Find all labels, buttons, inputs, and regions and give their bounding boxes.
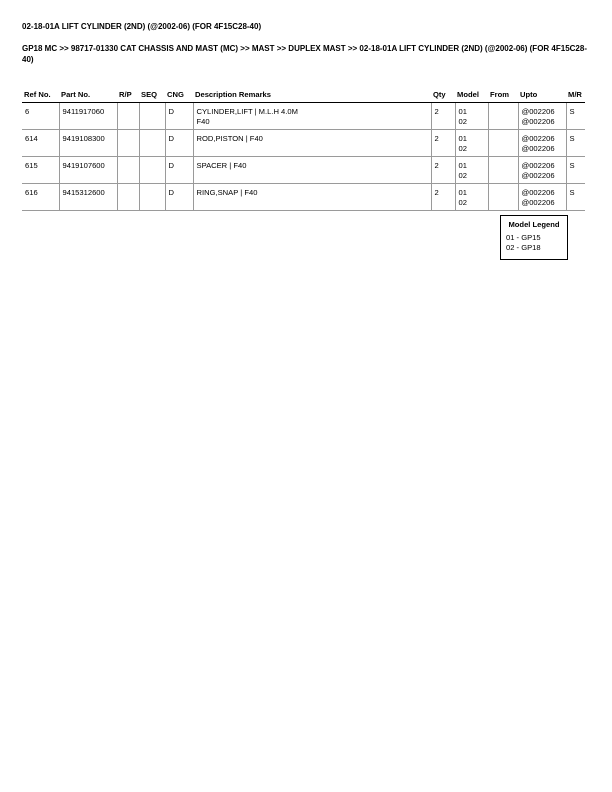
cell-part-no: 9411917060 bbox=[59, 103, 117, 130]
cell-qty: 2 bbox=[431, 130, 455, 157]
cell-description bbox=[193, 157, 431, 184]
upto-line-2: @002206 bbox=[521, 117, 555, 126]
model-line-1: 01 bbox=[458, 134, 467, 143]
cell-seq bbox=[139, 130, 165, 157]
upto-line-2: @002206 bbox=[521, 198, 555, 207]
model-line-1: 01 bbox=[458, 161, 467, 170]
breadcrumb: GP18 MC >> 98717-01330 CAT CHASSIS AND MAST (MC) >> MAST >> DUPLEX MAST >> 02-18-01A LIFT CYLINDER (2ND) (@2002-06) (FOR 4F15C28-40) bbox=[22, 44, 587, 64]
model-legend bbox=[500, 215, 568, 260]
col-header-upto: Upto bbox=[518, 86, 566, 103]
cell-rp bbox=[117, 157, 139, 184]
cell-from bbox=[488, 130, 518, 157]
cell-mr: S bbox=[566, 130, 585, 157]
cell-part-no: 9415312600 bbox=[59, 184, 117, 211]
cell-ref-no: 615 bbox=[22, 157, 59, 184]
cell-model bbox=[455, 157, 488, 184]
table-row bbox=[22, 157, 585, 184]
cell-qty: 2 bbox=[431, 157, 455, 184]
col-header-description: Description Remarks bbox=[193, 86, 431, 103]
cell-upto bbox=[518, 130, 566, 157]
legend-item: 02 - GP18 bbox=[506, 243, 541, 252]
cell-model bbox=[455, 103, 488, 130]
cell-seq bbox=[139, 184, 165, 211]
col-header-ref-no: Ref No. bbox=[22, 86, 59, 103]
cell-from bbox=[488, 103, 518, 130]
cell-rp bbox=[117, 184, 139, 211]
cell-cng: D bbox=[165, 103, 193, 130]
description-line-1: CYLINDER,LIFT | M.L.H 4.0M bbox=[196, 107, 298, 116]
cell-from bbox=[488, 157, 518, 184]
cell-description bbox=[193, 184, 431, 211]
cell-upto bbox=[518, 157, 566, 184]
cell-ref-no: 6 bbox=[22, 103, 59, 130]
cell-rp bbox=[117, 103, 139, 130]
col-header-from: From bbox=[488, 86, 518, 103]
col-header-cng: CNG bbox=[165, 86, 193, 103]
parts-table bbox=[22, 86, 585, 211]
cell-mr: S bbox=[566, 184, 585, 211]
cell-seq bbox=[139, 157, 165, 184]
upto-line-2: @002206 bbox=[521, 144, 555, 153]
cell-seq bbox=[139, 103, 165, 130]
description-line-1: SPACER | F40 bbox=[196, 161, 247, 170]
cell-cng: D bbox=[165, 184, 193, 211]
cell-part-no: 9419108300 bbox=[59, 130, 117, 157]
cell-mr: S bbox=[566, 157, 585, 184]
cell-upto bbox=[518, 103, 566, 130]
col-header-qty: Qty bbox=[431, 86, 455, 103]
col-header-seq: SEQ bbox=[139, 86, 165, 103]
cell-description bbox=[193, 103, 431, 130]
cell-qty: 2 bbox=[431, 184, 455, 211]
cell-part-no: 9419107600 bbox=[59, 157, 117, 184]
page-title: 02-18-01A LIFT CYLINDER (2ND) (@2002-06) (FOR 4F15C28-40) bbox=[22, 22, 262, 31]
cell-upto bbox=[518, 184, 566, 211]
cell-qty: 2 bbox=[431, 103, 455, 130]
col-header-mr: M/R bbox=[566, 86, 585, 103]
table-header-row bbox=[22, 86, 585, 103]
col-header-part-no: Part No. bbox=[59, 86, 117, 103]
legend-item: 01 - GP15 bbox=[506, 233, 541, 242]
model-line-2: 02 bbox=[458, 144, 467, 153]
upto-line-2: @002206 bbox=[521, 171, 555, 180]
cell-from bbox=[488, 184, 518, 211]
description-line-1: RING,SNAP | F40 bbox=[196, 188, 258, 197]
model-line-2: 02 bbox=[458, 171, 467, 180]
model-line-1: 01 bbox=[458, 107, 467, 116]
cell-mr: S bbox=[566, 103, 585, 130]
model-line-2: 02 bbox=[458, 198, 467, 207]
upto-line-1: @002206 bbox=[521, 134, 555, 143]
description-line-2: F40 bbox=[196, 117, 210, 126]
cell-rp bbox=[117, 130, 139, 157]
table-row bbox=[22, 130, 585, 157]
description-line-1: ROD,PISTON | F40 bbox=[196, 134, 263, 143]
cell-ref-no: 614 bbox=[22, 130, 59, 157]
col-header-model: Model bbox=[455, 86, 488, 103]
cell-ref-no: 616 bbox=[22, 184, 59, 211]
upto-line-1: @002206 bbox=[521, 161, 555, 170]
cell-cng: D bbox=[165, 157, 193, 184]
table-row bbox=[22, 103, 585, 130]
model-legend-title: Model Legend bbox=[508, 220, 560, 229]
upto-line-1: @002206 bbox=[521, 188, 555, 197]
cell-model bbox=[455, 184, 488, 211]
cell-cng: D bbox=[165, 130, 193, 157]
cell-model bbox=[455, 130, 488, 157]
cell-description bbox=[193, 130, 431, 157]
table-row bbox=[22, 184, 585, 211]
model-line-2: 02 bbox=[458, 117, 467, 126]
model-line-1: 01 bbox=[458, 188, 467, 197]
col-header-rp: R/P bbox=[117, 86, 139, 103]
upto-line-1: @002206 bbox=[521, 107, 555, 116]
